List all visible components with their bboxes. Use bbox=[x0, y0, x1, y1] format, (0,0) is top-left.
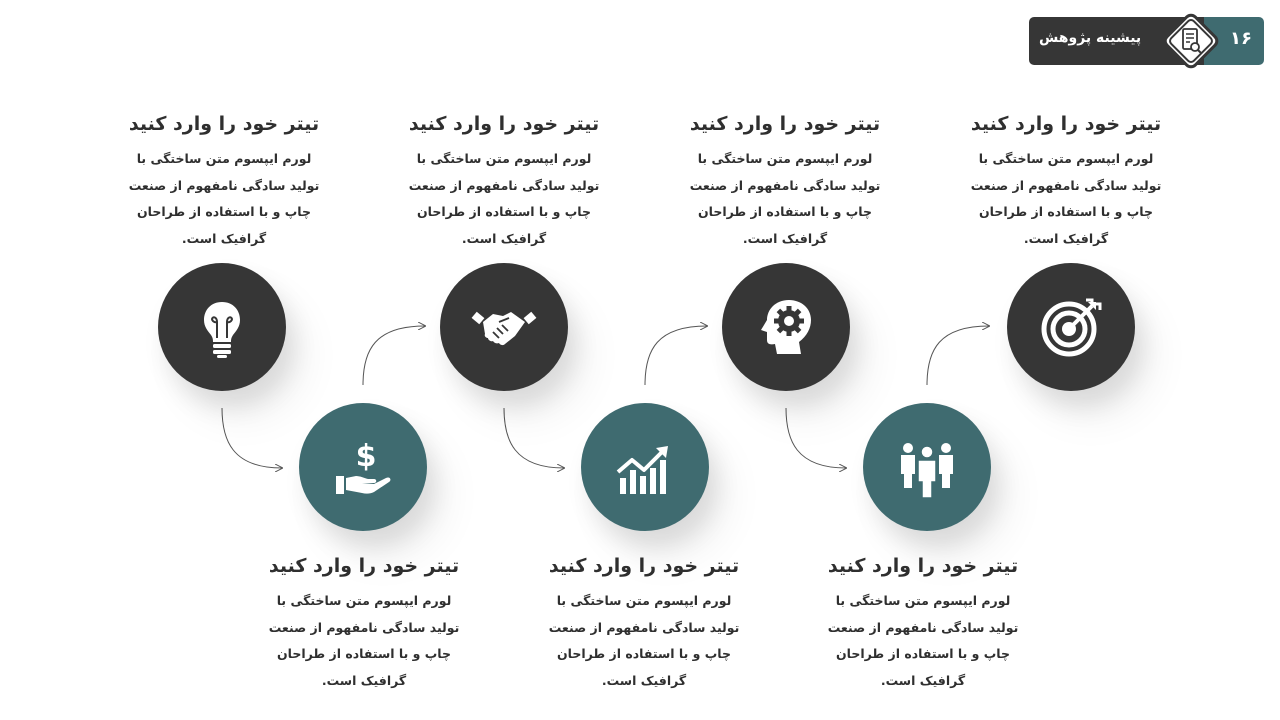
connector-3 bbox=[504, 408, 564, 468]
step-1-title: تیتر خود را وارد کنید bbox=[128, 113, 320, 135]
step-1-text bbox=[114, 110, 334, 252]
connector-5 bbox=[786, 408, 846, 468]
slide-header bbox=[1029, 17, 1264, 65]
step-4-circle bbox=[581, 403, 709, 531]
document-search-icon bbox=[1159, 9, 1223, 73]
step-1-body: لورم ایپسوم متن ساختگی با تولید سادگی نامفهوم از صنعت چاپ و با استفاده از طراحان گرافیک است. bbox=[128, 151, 320, 246]
step-4-text bbox=[534, 552, 754, 694]
step-2-title: تیتر خود را وارد کنید bbox=[268, 555, 460, 577]
step-2-text bbox=[254, 552, 474, 694]
svg-text:$: $ bbox=[355, 439, 377, 474]
step-3-text bbox=[394, 110, 614, 252]
step-6-circle bbox=[863, 403, 991, 531]
money-hand-icon bbox=[328, 432, 398, 502]
step-4-body: لورم ایپسوم متن ساختگی با تولید سادگی نامفهوم از صنعت چاپ و با استفاده از طراحان گرافیک است. bbox=[548, 593, 740, 688]
step-5-circle bbox=[722, 263, 850, 391]
step-7-circle bbox=[1007, 263, 1135, 391]
step-2-body: لورم ایپسوم متن ساختگی با تولید سادگی نامفهوم از صنعت چاپ و با استفاده از طراحان گرافیک است. bbox=[268, 593, 460, 688]
step-3-circle bbox=[440, 263, 568, 391]
connector-1 bbox=[222, 408, 282, 468]
step-6-text bbox=[813, 552, 1033, 694]
step-7-title: تیتر خود را وارد کنید bbox=[970, 113, 1162, 135]
step-1-circle bbox=[158, 263, 286, 391]
handshake-icon bbox=[469, 292, 539, 362]
step-3-title: تیتر خود را وارد کنید bbox=[408, 113, 600, 135]
step-6-body: لورم ایپسوم متن ساختگی با تولید سادگی نامفهوم از صنعت چاپ و با استفاده از طراحان گرافیک است. bbox=[827, 593, 1019, 688]
step-6-title: تیتر خود را وارد کنید bbox=[827, 555, 1019, 577]
step-7-body: لورم ایپسوم متن ساختگی با تولید سادگی نامفهوم از صنعت چاپ و با استفاده از طراحان گرافیک است. bbox=[970, 151, 1162, 246]
lightbulb-icon bbox=[187, 292, 257, 362]
step-2-circle bbox=[299, 403, 427, 531]
header-title: پیشینه پژوهش bbox=[1039, 30, 1142, 46]
step-4-title: تیتر خود را وارد کنید bbox=[548, 555, 740, 577]
step-5-title: تیتر خود را وارد کنید bbox=[689, 113, 881, 135]
connector-4 bbox=[645, 326, 707, 385]
step-5-body: لورم ایپسوم متن ساختگی با تولید سادگی نامفهوم از صنعت چاپ و با استفاده از طراحان گرافیک است. bbox=[689, 151, 881, 246]
slide-number: ۱۶ bbox=[1230, 28, 1252, 49]
growth-chart-icon bbox=[610, 432, 680, 502]
step-5-text bbox=[675, 110, 895, 252]
connector-6 bbox=[927, 326, 989, 385]
step-3-body: لورم ایپسوم متن ساختگی با تولید سادگی نامفهوم از صنعت چاپ و با استفاده از طراحان گرافیک است. bbox=[408, 151, 600, 246]
connector-2 bbox=[363, 326, 425, 385]
step-7-text bbox=[956, 110, 1176, 252]
head-gear-icon bbox=[751, 292, 821, 362]
team-icon bbox=[892, 432, 962, 502]
target-icon bbox=[1036, 292, 1106, 362]
